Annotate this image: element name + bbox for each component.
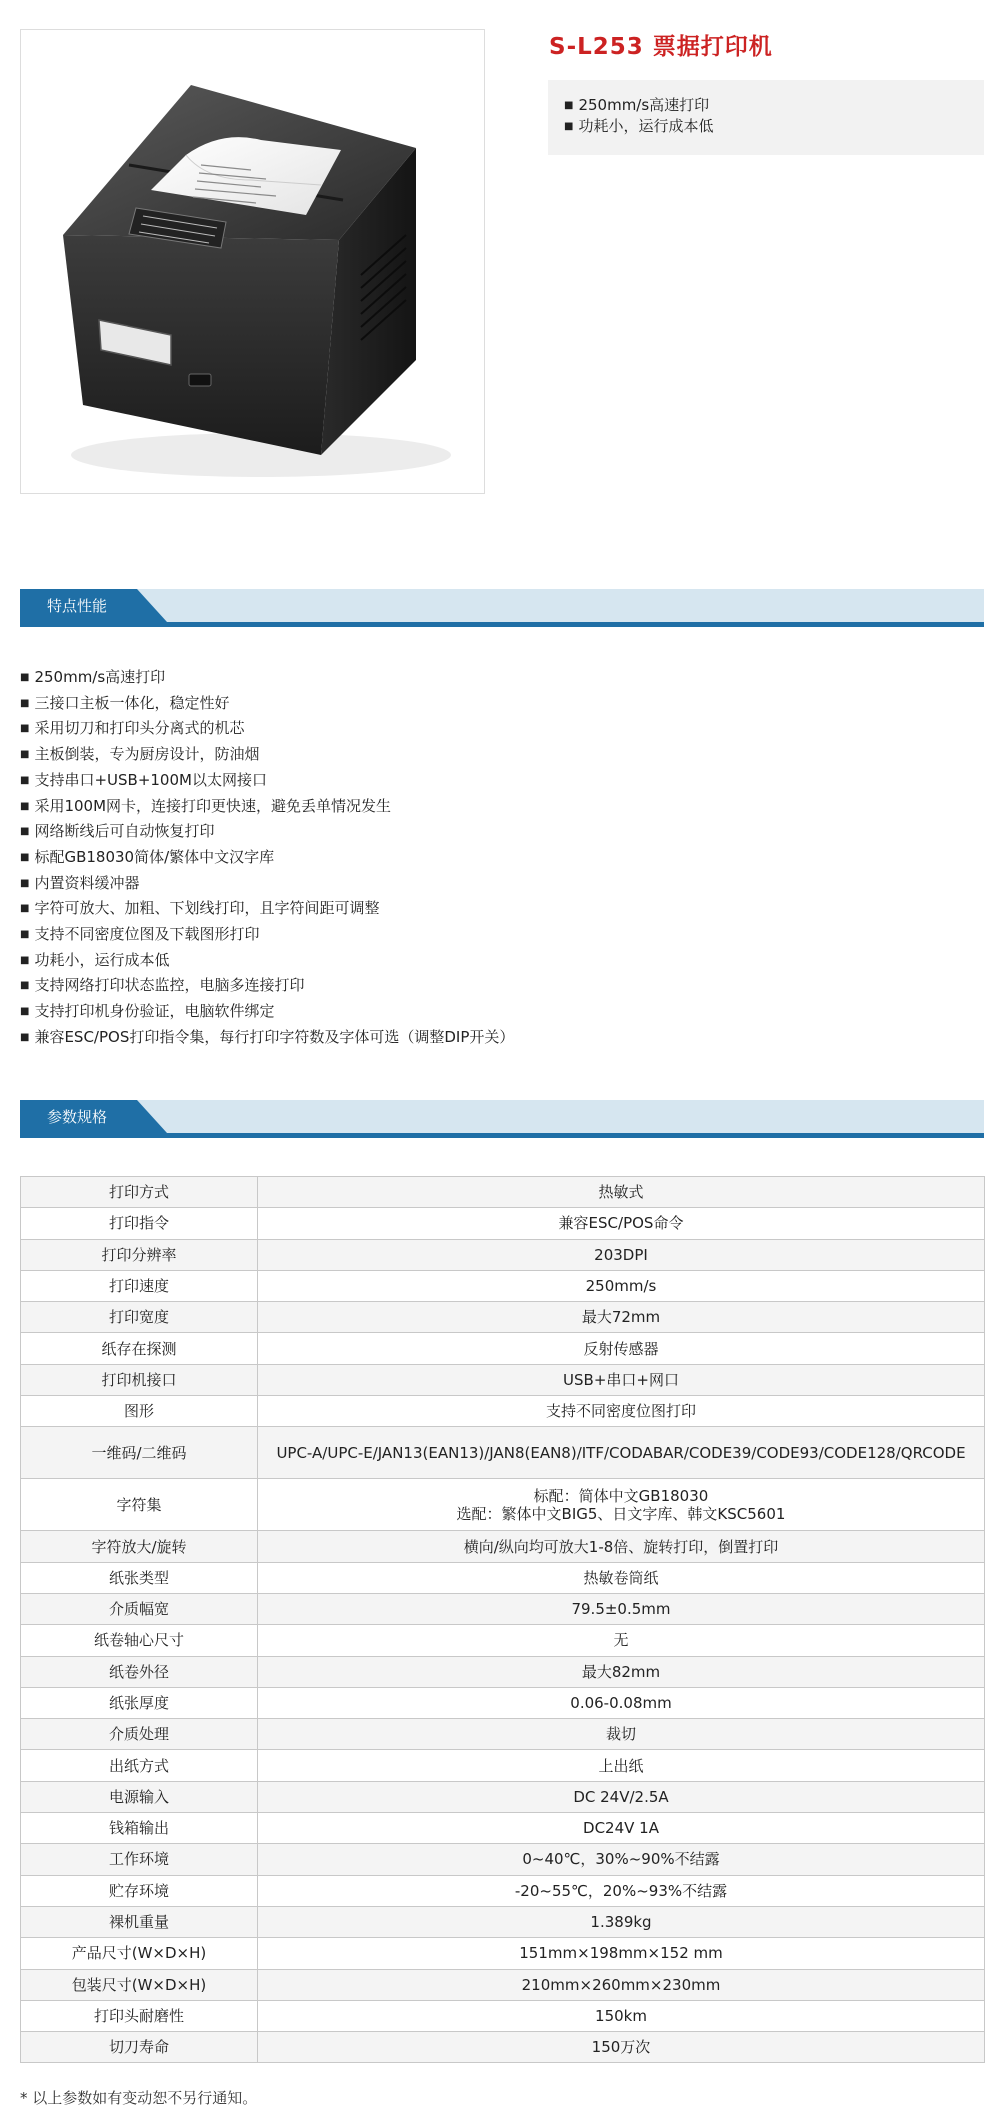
product-photo	[20, 29, 485, 494]
table-row	[21, 1364, 985, 1395]
spec-value	[258, 1479, 985, 1531]
spec-value: 反射传感器	[258, 1333, 985, 1364]
table-row	[21, 2000, 985, 2031]
table-row	[21, 1270, 985, 1301]
spec-label: 工作环境	[21, 1844, 258, 1875]
feature-item: ■ 250mm/s高速打印	[20, 665, 514, 691]
spec-label: 电源输入	[21, 1781, 258, 1812]
feature-item: ■ 网络断线后可自动恢复打印	[20, 819, 514, 845]
feature-item: ■ 采用100M网卡，连接打印更快速，避免丢单情况发生	[20, 794, 514, 820]
spec-label: 打印头耐磨性	[21, 2000, 258, 2031]
spec-value: 上出纸	[258, 1750, 985, 1781]
spec-value: 0.06-0.08mm	[258, 1687, 985, 1718]
product-title: S-L253 票据打印机	[549, 34, 773, 60]
spec-value: 210mm×260mm×230mm	[258, 1969, 985, 2000]
spec-label: 打印速度	[21, 1270, 258, 1301]
table-row	[21, 1844, 985, 1875]
table-row	[21, 1781, 985, 1812]
table-row	[21, 1177, 985, 1208]
table-row	[21, 1427, 985, 1479]
thermal-receipt-printer-photo	[21, 30, 484, 493]
spec-value: UPC-A/UPC-E/JAN13(EAN13)/JAN8(EAN8)/ITF/CODABAR/CODE39/CODE93/CODE128/QRCODE	[258, 1427, 985, 1479]
table-row	[21, 2032, 985, 2063]
section-title: 参数规格	[47, 1108, 108, 1126]
features-list	[20, 665, 514, 1051]
spec-value: USB+串口+网口	[258, 1364, 985, 1395]
table-row	[21, 1813, 985, 1844]
spec-label: 介质处理	[21, 1719, 258, 1750]
feature-item: ■ 字符可放大、加粗、下划线打印，且字符间距可调整	[20, 896, 514, 922]
table-row	[21, 1875, 985, 1906]
spec-value-line: 选配：繁体中文BIG5、日文字库、韩文KSC5601	[456, 1504, 786, 1523]
spec-value: 最大72mm	[258, 1302, 985, 1333]
table-row	[21, 1625, 985, 1656]
table-row	[21, 1593, 985, 1624]
spec-value: 151mm×198mm×152 mm	[258, 1938, 985, 1969]
feature-item: ■ 支持串口+USB+100M以太网接口	[20, 768, 514, 794]
spec-label: 出纸方式	[21, 1750, 258, 1781]
table-row	[21, 1208, 985, 1239]
feature-item: ■ 标配GB18030简体/繁体中文汉字库	[20, 845, 514, 871]
spec-label: 打印方式	[21, 1177, 258, 1208]
summary-item: ■ 功耗小，运行成本低	[564, 116, 984, 137]
spec-label: 纸张类型	[21, 1562, 258, 1593]
table-row	[21, 1969, 985, 2000]
feature-item: ■ 支持不同密度位图及下载图形打印	[20, 922, 514, 948]
spec-value: 0~40℃，30%~90%不结露	[258, 1844, 985, 1875]
spec-value-line: 标配：简体中文GB18030	[533, 1486, 709, 1505]
spec-label: 字符集	[21, 1479, 258, 1531]
spec-label: 打印指令	[21, 1208, 258, 1239]
feature-item: ■ 支持网络打印状态监控，电脑多连接打印	[20, 973, 514, 999]
table-row	[21, 1239, 985, 1270]
product-summary	[548, 80, 984, 155]
spec-label: 打印机接口	[21, 1364, 258, 1395]
table-row	[21, 1531, 985, 1562]
spec-value: 横向/纵向均可放大1-8倍、旋转打印，倒置打印	[258, 1531, 985, 1562]
table-row	[21, 1938, 985, 1969]
spec-label: 纸卷轴心尺寸	[21, 1625, 258, 1656]
table-row	[21, 1687, 985, 1718]
feature-item: ■ 支持打印机身份验证，电脑软件绑定	[20, 999, 514, 1025]
feature-item: ■ 三接口主板一体化，稳定性好	[20, 691, 514, 717]
feature-item: ■ 采用切刀和打印头分离式的机芯	[20, 716, 514, 742]
table-row	[21, 1479, 985, 1531]
features-section-header	[20, 589, 984, 627]
spec-label: 字符放大/旋转	[21, 1531, 258, 1562]
spec-value: 150km	[258, 2000, 985, 2031]
spec-value: 250mm/s	[258, 1270, 985, 1301]
spec-value: 裁切	[258, 1719, 985, 1750]
spec-label: 纸卷外径	[21, 1656, 258, 1687]
spec-value: 无	[258, 1625, 985, 1656]
feature-item: ■ 兼容ESC/POS打印指令集，每行打印字符数及字体可选（调整DIP开关）	[20, 1025, 514, 1051]
spec-value: -20~55℃，20%~93%不结露	[258, 1875, 985, 1906]
spec-label: 钱箱输出	[21, 1813, 258, 1844]
summary-item: ■ 250mm/s高速打印	[564, 95, 984, 116]
table-row	[21, 1302, 985, 1333]
spec-table	[20, 1176, 985, 2063]
spec-label: 包装尺寸(W×D×H)	[21, 1969, 258, 2000]
spec-value: 150万次	[258, 2032, 985, 2063]
spec-value: 热敏式	[258, 1177, 985, 1208]
table-row	[21, 1396, 985, 1427]
section-title: 特点性能	[47, 597, 108, 615]
footnote: * 以上参数如有变动恕不另行通知。	[20, 2089, 258, 2107]
feature-item: ■ 功耗小，运行成本低	[20, 948, 514, 974]
specs-section-header	[20, 1100, 984, 1138]
spec-label: 切刀寿命	[21, 2032, 258, 2063]
spec-label: 产品尺寸(W×D×H)	[21, 1938, 258, 1969]
spec-label: 纸张厚度	[21, 1687, 258, 1718]
table-row	[21, 1719, 985, 1750]
spec-value: 支持不同密度位图打印	[258, 1396, 985, 1427]
spec-label: 图形	[21, 1396, 258, 1427]
spec-label: 纸存在探测	[21, 1333, 258, 1364]
spec-value: 1.389kg	[258, 1906, 985, 1937]
table-row	[21, 1562, 985, 1593]
table-row	[21, 1333, 985, 1364]
spec-label: 打印分辨率	[21, 1239, 258, 1270]
table-row	[21, 1750, 985, 1781]
spec-label: 介质幅宽	[21, 1593, 258, 1624]
spec-value: DC 24V/2.5A	[258, 1781, 985, 1812]
spec-value: 最大82mm	[258, 1656, 985, 1687]
feature-item: ■ 主板倒装，专为厨房设计，防油烟	[20, 742, 514, 768]
spec-label: 裸机重量	[21, 1906, 258, 1937]
spec-value: 203DPI	[258, 1239, 985, 1270]
table-row	[21, 1906, 985, 1937]
spec-value: 79.5±0.5mm	[258, 1593, 985, 1624]
spec-value: DC24V 1A	[258, 1813, 985, 1844]
feature-item: ■ 内置资料缓冲器	[20, 871, 514, 897]
spec-label: 贮存环境	[21, 1875, 258, 1906]
spec-value: 热敏卷筒纸	[258, 1562, 985, 1593]
spec-label: 打印宽度	[21, 1302, 258, 1333]
spec-label: 一维码/二维码	[21, 1427, 258, 1479]
table-row	[21, 1656, 985, 1687]
spec-value: 兼容ESC/POS命令	[258, 1208, 985, 1239]
